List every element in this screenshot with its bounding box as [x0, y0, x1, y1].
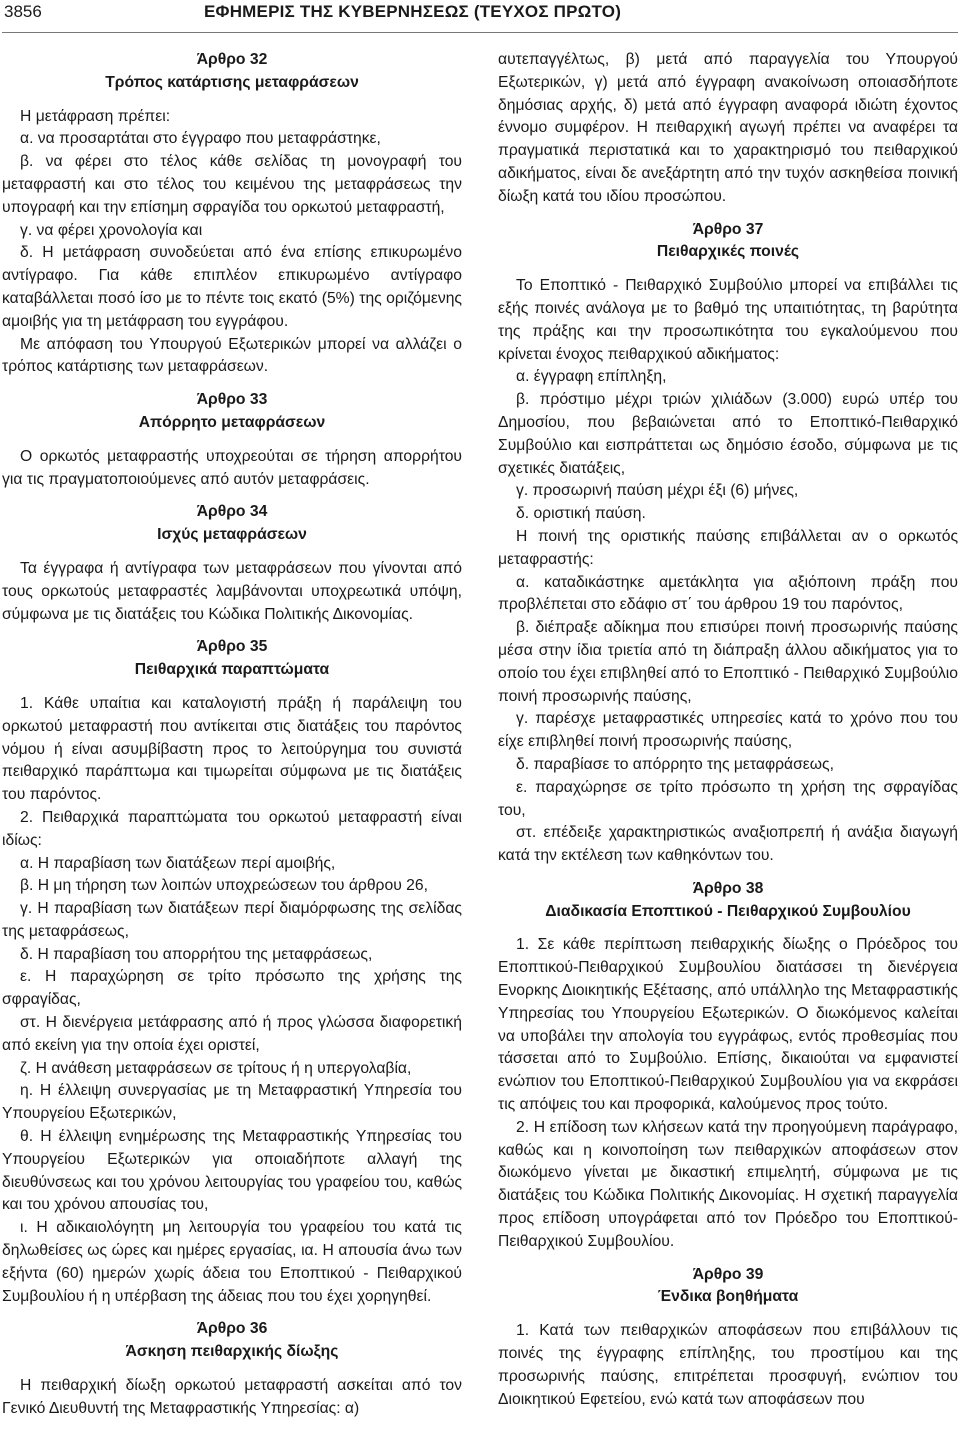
article-title: Διαδικασία Εποπτικού - Πειθαρχικού Συμβουλίου — [545, 902, 911, 920]
paragraph: Τα έγγραφα ή αντίγραφα των μεταφράσεων που γίνονται από τους ορκωτούς μεταφραστές λαμβάνονται υποχρεωτικά υπόψη, σύμφωνα με τις διατάξεις του Κώδικα Πολιτικής Δικονομίας. — [2, 559, 462, 623]
article-36 — [2, 1318, 462, 1420]
paragraph: γ. παρέσχε μεταφραστικές υπηρεσίες κατά το χρόνο που του είχε επιβληθεί ποινή προσωρινής παύσης, — [498, 710, 958, 751]
paragraph: δ. Η μετάφραση συνοδεύεται από ένα επίσης επικυρωμένο αντίγραφο. Για κάθε επιπλέον επικυρωμένο αντίγραφο καταβάλλεται ποσό ίσο με το πέντε τοις εκατό (5%) της οριζόμενης αμοιβής για τη μετάφραση του εγγράφου. — [2, 244, 462, 330]
paragraph: στ. Η διενέργεια μετάφρασης από ή προς γλώσσα διαφορετική από εκείνη για την οποία έχει οριστεί, — [2, 1014, 462, 1054]
paragraph: β. να φέρει στο τέλος κάθε σελίδας τη μονογραφή του μεταφραστή και στο τέλος του κειμένου της μεταφράσεως την υπογραφή και την επίσημη σφραγίδα του ορκωτού μεταφραστή, — [2, 153, 462, 216]
paragraph: γ. Η παραβίαση των διατάξεων περί διαμόρφωσης της σελίδας της μεταφράσεως, — [2, 900, 462, 940]
paragraph: 2. Πειθαρχικά παραπτώματα του ορκωτού μεταφραστή είναι ιδίως: — [2, 808, 462, 849]
article-title: Απόρρητο μεταφράσεων — [138, 413, 326, 431]
paragraph: γ. προσωρινή παύση μέχρι έξι (6) μήνες, — [516, 482, 799, 500]
article-title: Πειθαρχικά παραπτώματα — [134, 661, 330, 679]
right-column — [498, 49, 958, 1431]
paragraph: β. Η μη τήρηση των λοιπών υποχρεώσεων του άρθρου 26, — [20, 877, 428, 895]
paragraph: Η μετάφραση πρέπει: — [20, 107, 171, 125]
left-column — [2, 49, 462, 1431]
article-number: Άρθρο 32 — [196, 51, 268, 68]
article-title: Άσκηση πειθαρχικής δίωξης — [125, 1343, 339, 1361]
paragraph: 1. Κατά των πειθαρχικών αποφάσεων που επιβάλλουν τις ποινές της έγγραφης επίπληξης, του προστίμου και της προσωρινής παύσης, επιτρέπεται προσφυγή, ενώπιον του Διοικητικού Εφετείου, ενώ κατά των αποφάσεων που — [498, 1322, 958, 1408]
paragraph: Με απόφαση του Υπουργού Εξωτερικών μπορεί να αλλάζει ο τρόπος κατάρτισης των μεταφράσεων. — [2, 335, 462, 376]
paragraph: ε. παραχώρησε σε τρίτο πρόσωπο τη χρήση της σφραγίδας του, — [498, 778, 958, 819]
article-number: Άρθρο 36 — [196, 1320, 268, 1338]
paragraph: Ο ορκωτός μεταφραστής υποχρεούται σε τήρηση απορρήτου για τις πραγματοποιούμενες από αυτόν μεταφράσεις. — [2, 447, 462, 488]
paragraph: θ. Η έλλειψη ενημέρωσης της Μεταφραστικής Υπηρεσίας του Υπουργείου Εξωτερικών για οποιαδήποτε αλλαγή της διευθύνσεως και του χρόνου λειτουργίας του γραφείου του, καθώς και του χρόνου απουσίας του, — [2, 1128, 462, 1214]
paragraph: η. Η έλλειψη συνεργασίας με τη Μεταφραστική Υπηρεσία του Υπουργείου Εξωτερικών, — [2, 1082, 462, 1123]
article-36-continuation — [498, 49, 958, 209]
article-32 — [2, 49, 462, 379]
page-number: 3856 — [4, 2, 42, 21]
paragraph: Η ποινή της οριστικής παύσης επιβάλλεται αν ο ορκωτός μεταφραστής: — [498, 527, 958, 568]
two-column-body — [2, 49, 958, 1431]
page-header — [2, 0, 958, 33]
article-number: Άρθρο 38 — [692, 879, 764, 897]
paragraph: δ. Η παραβίαση του απορρήτου της μεταφράσεως, — [20, 945, 373, 963]
article-number: Άρθρο 33 — [196, 391, 268, 409]
article-35 — [2, 636, 462, 1308]
article-title: Πειθαρχικές ποινές — [656, 243, 800, 261]
paragraph: α. καταδικάστηκε αμετάκλητα για αξιόποινη πράξη που προβλέπεται στο εδάφιο στ΄ του άρθρου 19 του παρόντος, — [498, 573, 958, 614]
article-number: Άρθρο 37 — [692, 220, 764, 238]
paragraph: γ. να φέρει χρονολογία και — [20, 221, 203, 239]
paragraph: β. διέπραξε αδίκημα που επισύρει ποινή προσωρινής παύσης μέσα στην ίδια τριετία από τη διάπραξη άλλου αδικήματος για το οποίο του έχει επιβληθεί από το Εποπτικό - Πειθαρχικό Συμβούλιο ποινή προσωρινής παύσης, — [498, 619, 958, 705]
article-number: Άρθρο 34 — [196, 503, 268, 521]
paragraph: α. Η παραβίαση των διατάξεων περί αμοιβής, — [20, 854, 336, 872]
paragraph: δ. οριστική παύση. — [516, 505, 646, 523]
article-title: Ένδικα βοηθήματα — [657, 1288, 799, 1306]
gazette-title: ΕΦΗΜΕΡΙΣ ΤΗΣ ΚΥΒΕΡΝΗΣΕΩΣ (ΤΕΥΧΟΣ ΠΡΩΤΟ) — [204, 2, 622, 21]
article-38 — [498, 878, 958, 1254]
article-number: Άρθρο 35 — [196, 638, 268, 656]
paragraph: στ. επέδειξε χαρακτηριστικώς αναξιοπρεπή ή ανάξια διαγωγή κατά την εκτέλεση των καθηκόντων του. — [498, 824, 958, 865]
article-34 — [2, 501, 462, 626]
article-number: Άρθρο 39 — [692, 1265, 764, 1283]
article-title: Ισχύς μεταφράσεων — [157, 526, 307, 544]
paragraph: α. έγγραφη επίπληξη, — [516, 368, 667, 386]
paragraph: Το Εποπτικό - Πειθαρχικό Συμβούλιο μπορεί να επιβάλλει τις εξής ποινές ανάλογα με το βαθμό της υπαιτιότητας, τη βαρύτητα της πράξης και την προσωπικότητα του εγκαλούμενου που κρίνεται ένοχος πειθαρχικού αδικήματος: — [498, 277, 958, 363]
article-title: Τρόπος κατάρτισης μεταφράσεων — [105, 73, 359, 91]
article-33 — [2, 389, 462, 491]
paragraph: δ. παραβίασε το απόρρητο της μεταφράσεως, — [516, 755, 834, 773]
article-37 — [498, 219, 958, 868]
paragraph: ι. Η αδικαιολόγητη μη λειτουργία του γραφείου του κατά τις δηλωθείσες ως ώρες και ημέρες εργασίας, ια. Η απουσία άνω των εξήντα (60) ημερών χωρίς άδεια του Εποπτικού - Πειθαρχικού Συμβουλίου ή η υπέρβαση της άδειας που του έχει χορηγηθεί. — [2, 1219, 462, 1305]
paragraph: Η πειθαρχική δίωξη ορκωτού μεταφραστή ασκείται από τον Γενικό Διευθυντή της Μεταφραστικής Υπηρεσίας: α) — [2, 1377, 462, 1417]
paragraph: ε. Η παραχώρηση σε τρίτο πρόσωπο της χρήσης της σφραγίδας, — [2, 968, 462, 1009]
paragraph: 2. Η επίδοση των κλήσεων κατά την προηγούμενη παράγραφο, καθώς και η κοινοποίηση των πειθαρχικών αποφάσεων στον διωκόμενο γίνεται με δικαστική επιμελητή, σύμφωνα με τις διατάξεις του Κώδικα Πολιτικής Δικονομίας. Η σχετική παραγγελία προς επίδοση υπογράφεται από τον Πρόεδρο του Εποπτικού-Πειθαρχικού Συμβουλίου. — [498, 1118, 958, 1250]
paragraph: αυτεπαγγέλτως, β) μετά από παραγγελία του Υπουργού Εξωτερικών, γ) μετά από έγγραφη ανακοίνωση οποιασδήποτε δημόσιας αρχής, δ) μετά από έγγραφη αναφορά ιδιώτη έχοντος έννομο συμφέρον. Η πειθαρχική αγωγή πρέπει να αναφέρει τα πραγματικά περιστατικά και το χαρακτηρισμό του πειθαρχικού αδικήματος, είναι δε ανεξάρτητη από την τυχόν ασκηθείσα ποινική δίωξη κατά του ιδίου προσώπου. — [498, 51, 958, 205]
article-39 — [498, 1264, 958, 1412]
paragraph: ζ. Η ανάθεση μεταφράσεων σε τρίτους ή η υπεργολαβία, — [20, 1059, 412, 1077]
paragraph: 1. Κάθε υπαίτια και καταλογιστή πράξη ή παράλειψη του ορκωτού μεταφραστή που αντίκειται στις διατάξεις του παρόντος νόμου ή είναι ασυμβίβαστη προς το λειτούργημα του συνιστά πειθαρχικό παράπτωμα και τιμωρείται σύμφωνα με τις διατάξεις του παρόντος. — [2, 694, 462, 804]
paragraph: β. πρόστιμο μέχρι τριών χιλιάδων (3.000) ευρώ υπέρ του Δημοσίου, που βεβαιώνεται από το Εποπτικό-Πειθαρχικό Συμβούλιο και εισπράττεται ως δημόσιο έσοδο, σύμφωνα με τις σχετικές διατάξεις, — [498, 391, 958, 477]
paragraph: 1. Σε κάθε περίπτωση πειθαρχικής δίωξης ο Πρόεδρος του Εποπτικού-Πειθαρχικού Συμβουλίου διατάσσει τη διενέργεια Ενορκης Διοικητικής Εξέτασης, από υπάλληλο της Μεταφραστικής Υπηρεσίας του Υπουργείου Εξωτερικών. Ο διωκόμενος καλείται να υποβάλει την απολογία του εγγράφως, εντός προθεσμίας που τάσσεται από το Συμβούλιο. Επίσης, δικαιούται να εμφανιστεί ενώπιον του Εποπτικού-Πειθαρχικού Συμβουλίου για να εκφράσει τις απόψεις του και προφορικά, καλούμενος προς τούτο. — [498, 936, 958, 1114]
paragraph: α. να προσαρτάται στο έγγραφο που μεταφράστηκε, — [20, 130, 381, 148]
